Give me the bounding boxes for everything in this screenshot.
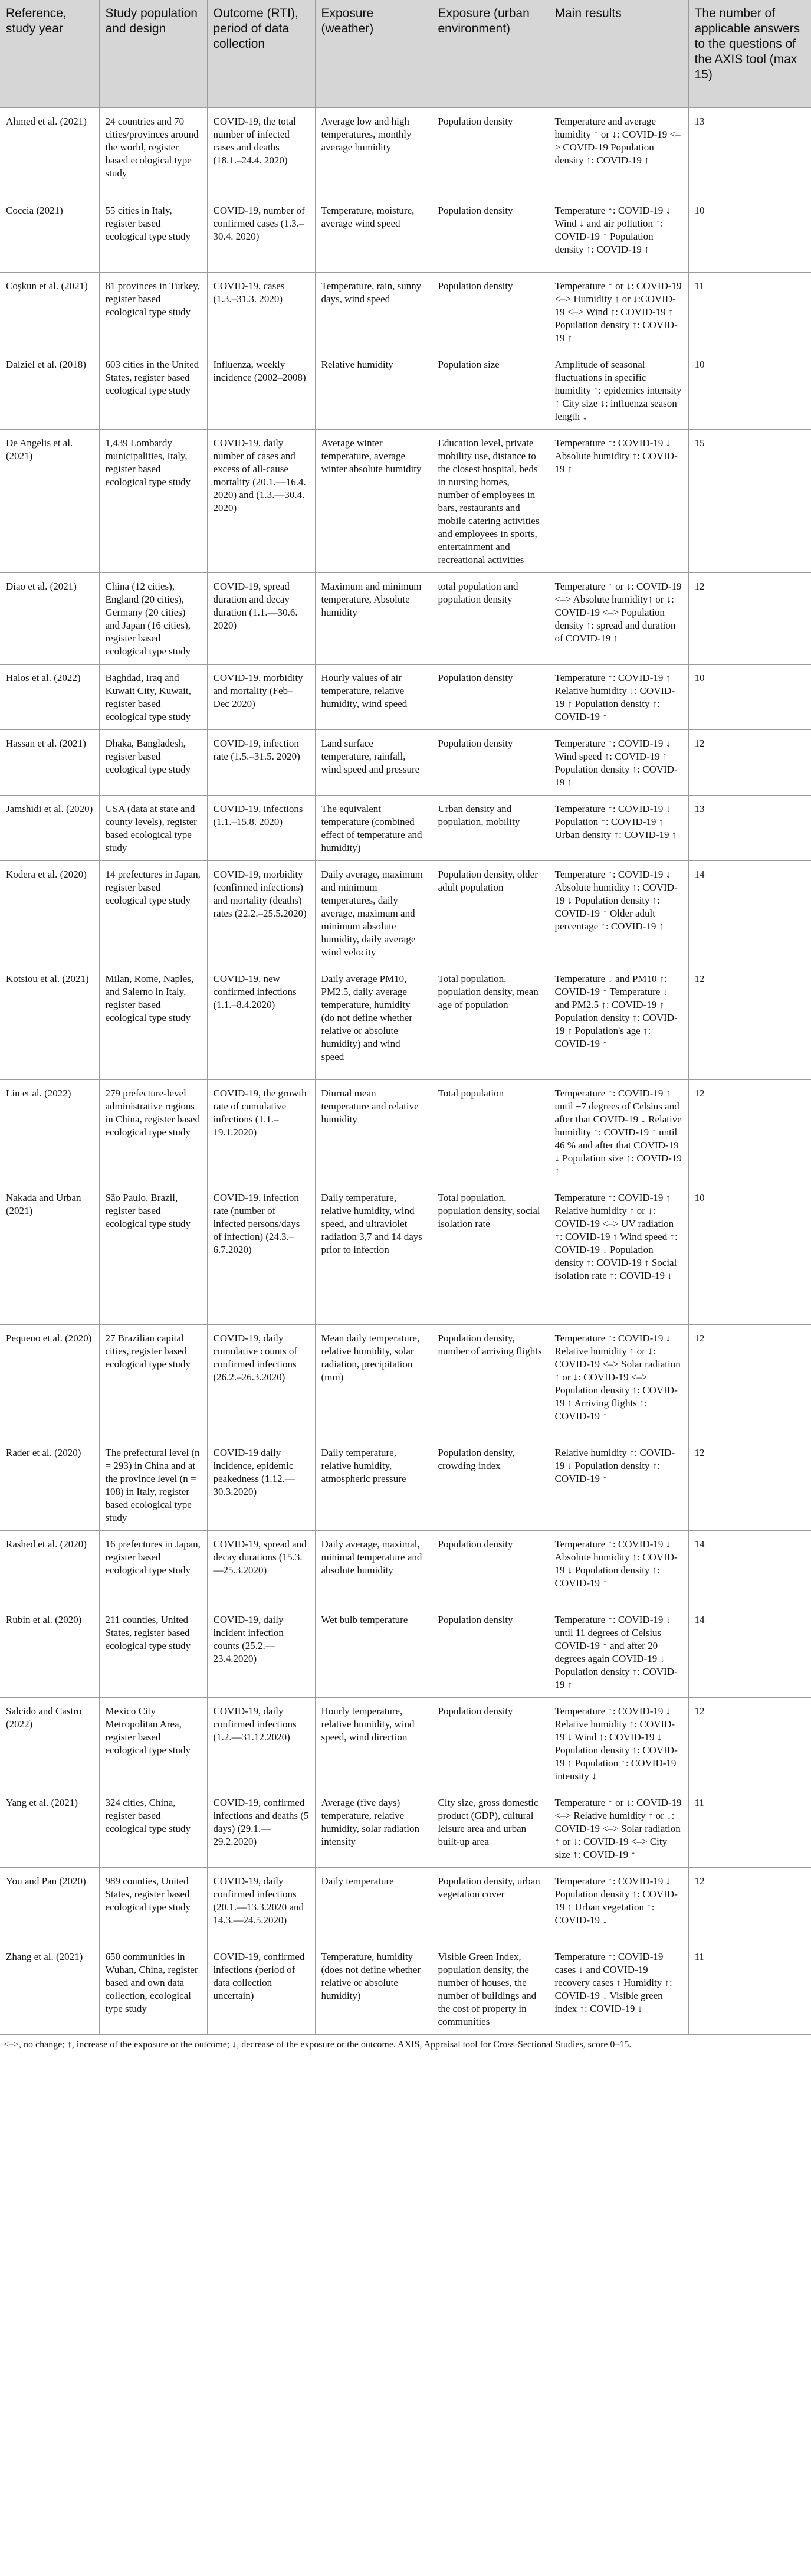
cell-outcome: COVID-19, morbidity and mortality (Feb–Dec 2020): [207, 665, 315, 730]
cell-urban: Population density: [432, 665, 549, 730]
table-row: [0, 1943, 811, 2035]
table-row: [0, 1080, 811, 1184]
table-header-row: [0, 0, 811, 108]
cell-population: The prefectural level (n = 293) in China and at the province level (n = 108) in Italy, register based ecological type study: [99, 1439, 207, 1531]
cell-reference: Coccia (2021): [0, 197, 99, 273]
cell-results: Temperature ↑: COVID-19 ↓ Population ↑: COVID-19 ↑ Urban density ↑: COVID-19 ↑: [549, 796, 688, 861]
cell-weather: Daily temperature: [315, 1868, 432, 1943]
cell-results: Temperature ↑: COVID-19 ↑ until −7 degrees of Celsius and after that COVID-19 ↓ Relative humidity ↑: COVID-19 ↑ until 46 % and after that COVID-19 ↓ Population size ↑: COVID-19 ↑: [549, 1080, 688, 1184]
cell-urban: City size, gross domestic product (GDP), cultural leisure area and urban built-up area: [432, 1789, 549, 1868]
cell-reference: Rashed et al. (2020): [0, 1531, 99, 1606]
table-row: [0, 796, 811, 861]
cell-population: 14 prefectures in Japan, register based ecological type study: [99, 861, 207, 965]
table-row: [0, 730, 811, 796]
table-row: [0, 351, 811, 430]
cell-results: Temperature ↑: COVID-19 ↓ Relative humidity ↑ or ↓: COVID-19 <–> Solar radiation ↑ or ↓: COVID-19 <–> Population density ↑: COVID-19 ↑ Arriving flights ↑: COVID-19 ↑: [549, 1325, 688, 1439]
cell-results: Temperature ↑: COVID-19 ↓ Absolute humidity ↑: COVID-19 ↓ Population density ↑: COVID-19 ↑: [549, 1531, 688, 1606]
cell-weather: Daily average, maximal, minimal temperature and absolute humidity: [315, 1531, 432, 1606]
cell-urban: Total population, population density, social isolation rate: [432, 1184, 549, 1325]
cell-results: Temperature ↑: COVID-19 ↓ Relative humidity ↑: COVID-19 ↓ Wind ↑: COVID-19 ↓ Population density ↑: COVID-19 ↑ Population ↑: COVID-19 intensity ↓: [549, 1698, 688, 1789]
table-row: [0, 861, 811, 965]
cell-weather: Hourly temperature, relative humidity, wind speed, wind direction: [315, 1698, 432, 1789]
cell-outcome: COVID-19, the growth rate of cumulative infections (1.1.–19.1.2020): [207, 1080, 315, 1184]
cell-reference: Kotsiou et al. (2021): [0, 965, 99, 1080]
cell-results: Temperature ↑: COVID-19 cases ↓ and COVID-19 recovery cases ↑ Humidity ↑: COVID-19 ↓ Visible green index ↑: COVID-19 ↓: [549, 1943, 688, 2035]
cell-reference: Jamshidi et al. (2020): [0, 796, 99, 861]
cell-outcome: COVID-19, daily confirmed infections (20.1.—13.3.2020 and 14.3.—24.5.2020): [207, 1868, 315, 1943]
table-row: [0, 1868, 811, 1943]
cell-weather: Temperature, rain, sunny days, wind speed: [315, 273, 432, 351]
cell-outcome: COVID-19, spread and decay durations (15.3.—25.3.2020): [207, 1531, 315, 1606]
cell-weather: Average (five days) temperature, relative humidity, solar radiation intensity: [315, 1789, 432, 1868]
cell-reference: Zhang et al. (2021): [0, 1943, 99, 2035]
cell-weather: Average low and high temperatures, monthly average humidity: [315, 108, 432, 197]
table-row: [0, 1606, 811, 1698]
cell-outcome: COVID-19 daily incidence, epidemic peakedness (1.12.—30.3.2020): [207, 1439, 315, 1531]
cell-weather: Relative humidity: [315, 351, 432, 430]
cell-weather: Daily temperature, relative humidity, wind speed, and ultraviolet radiation 3,7 and 14 days prior to infection: [315, 1184, 432, 1325]
cell-reference: You and Pan (2020): [0, 1868, 99, 1943]
table-row: [0, 665, 811, 730]
cell-reference: Yang et al. (2021): [0, 1789, 99, 1868]
table-row: [0, 1184, 811, 1325]
cell-reference: Hassan et al. (2021): [0, 730, 99, 796]
cell-weather: Temperature, humidity (does not define whether relative or absolute humidity): [315, 1943, 432, 2035]
cell-urban: Population density: [432, 1531, 549, 1606]
cell-population: 211 counties, United States, register based ecological type study: [99, 1606, 207, 1698]
table-row: [0, 273, 811, 351]
cell-urban: Population density: [432, 730, 549, 796]
cell-population: São Paulo, Brazil, register based ecological type study: [99, 1184, 207, 1325]
cell-urban: Population density: [432, 108, 549, 197]
cell-outcome: Influenza, weekly incidence (2002–2008): [207, 351, 315, 430]
cell-weather: Land surface temperature, rainfall, wind speed and pressure: [315, 730, 432, 796]
cell-urban: Population density, number of arriving flights: [432, 1325, 549, 1439]
cell-urban: Population density: [432, 273, 549, 351]
table-row: [0, 1439, 811, 1531]
cell-axis-score: 11: [688, 273, 811, 351]
cell-weather: Daily temperature, relative humidity, atmospheric pressure: [315, 1439, 432, 1531]
cell-reference: Ahmed et al. (2021): [0, 108, 99, 197]
cell-urban: total population and population density: [432, 573, 549, 665]
cell-axis-score: 12: [688, 1439, 811, 1531]
cell-outcome: COVID-19, infection rate (number of infected persons/days of infection) (24.3.–6.7.2020): [207, 1184, 315, 1325]
cell-weather: Temperature, moisture, average wind speed: [315, 197, 432, 273]
cell-axis-score: 10: [688, 351, 811, 430]
cell-urban: Population density: [432, 1698, 549, 1789]
header-weather: Exposure (weather): [315, 0, 432, 108]
cell-axis-score: 12: [688, 1325, 811, 1439]
cell-population: 324 cities, China, register based ecological type study: [99, 1789, 207, 1868]
cell-results: Temperature ↑: COVID-19 ↓ until 11 degrees of Celsius COVID-19 ↑ and after 20 degrees again COVID-19 ↓ Population density ↑: COVID-19 ↑: [549, 1606, 688, 1698]
cell-results: Temperature ↑: COVID-19 ↑ Relative humidity ↓: COVID-19 ↑ Population density ↑: COVID-19 ↑: [549, 665, 688, 730]
header-reference: Reference, study year: [0, 0, 99, 108]
header-axis: The number of applicable answers to the questions of the AXIS tool (max 15): [688, 0, 811, 108]
cell-population: 650 communities in Wuhan, China, register based and own data collection, ecological type study: [99, 1943, 207, 2035]
header-urban: Exposure (urban environment): [432, 0, 549, 108]
cell-axis-score: 10: [688, 1184, 811, 1325]
cell-axis-score: 15: [688, 430, 811, 573]
cell-population: 81 provinces in Turkey, register based ecological type study: [99, 273, 207, 351]
cell-axis-score: 12: [688, 730, 811, 796]
cell-weather: The equivalent temperature (combined effect of temperature and humidity): [315, 796, 432, 861]
header-outcome: Outcome (RTI), period of data collection: [207, 0, 315, 108]
cell-urban: Total population, population density, mean age of population: [432, 965, 549, 1080]
cell-weather: Daily average, maximum and minimum temperatures, daily average, maximum and minimum absolute humidity, daily average wind velocity: [315, 861, 432, 965]
cell-outcome: COVID-19, morbidity (confirmed infections) and mortality (deaths) rates (22.2.–25.5.2020): [207, 861, 315, 965]
cell-axis-score: 12: [688, 573, 811, 665]
header-results: Main results: [549, 0, 688, 108]
cell-axis-score: 13: [688, 796, 811, 861]
cell-weather: Maximum and minimum temperature, Absolute humidity: [315, 573, 432, 665]
cell-urban: Population density, crowding index: [432, 1439, 549, 1531]
cell-results: Temperature ↑ or ↓: COVID-19 <–> Relative humidity ↑ or ↓: COVID-19 <–> Solar radiation ↑ or ↓: COVID-19 <–> City size ↑: COVID-19 ↑: [549, 1789, 688, 1868]
cell-axis-score: 11: [688, 1943, 811, 2035]
cell-population: 27 Brazilian capital cities, register based ecological type study: [99, 1325, 207, 1439]
cell-weather: Hourly values of air temperature, relative humidity, wind speed: [315, 665, 432, 730]
cell-reference: Kodera et al. (2020): [0, 861, 99, 965]
table-row: [0, 1789, 811, 1868]
cell-reference: Dalziel et al. (2018): [0, 351, 99, 430]
cell-urban: Population density, urban vegetation cover: [432, 1868, 549, 1943]
cell-population: Mexico City Metropolitan Area, register based ecological type study: [99, 1698, 207, 1789]
cell-population: USA (data at state and county levels), register based ecological type study: [99, 796, 207, 861]
cell-outcome: COVID-19, confirmed infections (period of data collection uncertain): [207, 1943, 315, 2035]
cell-outcome: COVID-19, daily cumulative counts of confirmed infections (26.2.–26.3.2020): [207, 1325, 315, 1439]
cell-outcome: COVID-19, the total number of infected cases and deaths (18.1.–24.4. 2020): [207, 108, 315, 197]
cell-results: Temperature ↑ or ↓: COVID-19 <–> Humidity ↑ or ↓:COVID-19 <–> Wind ↑: COVID-19 ↑ Population density ↑: COVID-19 ↑: [549, 273, 688, 351]
cell-outcome: COVID-19, daily confirmed infections (1.2.—31.12.2020): [207, 1698, 315, 1789]
cell-population: China (12 cities), England (20 cities), Germany (20 cities) and Japan (16 cities), register based ecological type study: [99, 573, 207, 665]
cell-results: Temperature ↑ or ↓: COVID-19 <–> Absolute humidity↑ or ↓: COVID-19 <–> Population density ↑: spread and duration of COVID-19 ↑: [549, 573, 688, 665]
cell-weather: Average winter temperature, average winter absolute humidity: [315, 430, 432, 573]
cell-outcome: COVID-19, cases (1.3.–31.3. 2020): [207, 273, 315, 351]
cell-outcome: COVID-19, infections (1.1.–15.8. 2020): [207, 796, 315, 861]
cell-axis-score: 10: [688, 197, 811, 273]
cell-axis-score: 12: [688, 1698, 811, 1789]
cell-results: Temperature ↑: COVID-19 ↓ Absolute humidity ↑: COVID-19 ↓ Population density ↑: COVID-19 ↑ Older adult percentage ↑: COVID-19 ↑: [549, 861, 688, 965]
cell-axis-score: 14: [688, 861, 811, 965]
cell-results: Temperature and average humidity ↑ or ↓: COVID-19 <–> COVID-19 Population density ↑: COVID-19 ↑: [549, 108, 688, 197]
cell-results: Temperature ↓ and PM10 ↑: COVID-19 ↑ Temperature ↓ and PM2.5 ↑: COVID-19 ↑ Population density ↑: COVID-19 ↑ Population's age ↑: COVID-19 ↑: [549, 965, 688, 1080]
cell-urban: Total population: [432, 1080, 549, 1184]
cell-population: Milan, Rome, Naples, and Salerno in Italy, register based ecological type study: [99, 965, 207, 1080]
cell-reference: Rubin et al. (2020): [0, 1606, 99, 1698]
cell-results: Relative humidity ↑: COVID-19 ↓ Population density ↑: COVID-19 ↑: [549, 1439, 688, 1531]
cell-reference: De Angelis et al. (2021): [0, 430, 99, 573]
cell-outcome: COVID-19, confirmed infections and deaths (5 days) (29.1.—29.2.2020): [207, 1789, 315, 1868]
cell-axis-score: 12: [688, 965, 811, 1080]
table-row: [0, 430, 811, 573]
cell-outcome: COVID-19, new confirmed infections (1.1.–8.4.2020): [207, 965, 315, 1080]
cell-results: Temperature ↑: COVID-19 ↑ Relative humidity ↑ or ↓: COVID-19 <–> UV radiation ↑: COVID-19 ↑ Wind speed ↑: COVID-19 ↓ Population density ↑: COVID-19 ↑ Social isolation rate ↑: COVID-19 ↓: [549, 1184, 688, 1325]
cell-results: Amplitude of seasonal fluctuations in specific humidity ↑: epidemics intensity ↑ City size ↓: influenza season length ↓: [549, 351, 688, 430]
table-row: [0, 108, 811, 197]
table-row: [0, 1531, 811, 1606]
cell-axis-score: 10: [688, 665, 811, 730]
cell-reference: Coşkun et al. (2021): [0, 273, 99, 351]
table-row: [0, 197, 811, 273]
cell-population: 989 counties, United States, register based ecological type study: [99, 1868, 207, 1943]
cell-urban: Population size: [432, 351, 549, 430]
cell-weather: Daily average PM10, PM2.5, daily average temperature, humidity (do not define whether relative or absolute humidity) and wind speed: [315, 965, 432, 1080]
cell-weather: Wet bulb temperature: [315, 1606, 432, 1698]
cell-reference: Pequeno et al. (2020): [0, 1325, 99, 1439]
cell-outcome: COVID-19, spread duration and decay duration (1.1.—30.6. 2020): [207, 573, 315, 665]
cell-population: Dhaka, Bangladesh, register based ecological type study: [99, 730, 207, 796]
cell-axis-score: 13: [688, 108, 811, 197]
cell-urban: Visible Green Index, population density, the number of houses, the number of buildings and the cost of property in communities: [432, 1943, 549, 2035]
cell-population: 16 prefectures in Japan, register based ecological type study: [99, 1531, 207, 1606]
table-row: [0, 965, 811, 1080]
cell-axis-score: 14: [688, 1606, 811, 1698]
cell-population: Baghdad, Iraq and Kuwait City, Kuwait, register based ecological type study: [99, 665, 207, 730]
cell-weather: Mean daily temperature, relative humidity, solar radiation, precipitation (mm): [315, 1325, 432, 1439]
table-row: [0, 573, 811, 665]
cell-axis-score: 12: [688, 1080, 811, 1184]
cell-urban: Population density, older adult population: [432, 861, 549, 965]
cell-reference: Halos et al. (2022): [0, 665, 99, 730]
table-row: [0, 1325, 811, 1439]
header-population: Study population and design: [99, 0, 207, 108]
cell-urban: Population density: [432, 1606, 549, 1698]
cell-urban: Urban density and population, mobility: [432, 796, 549, 861]
cell-weather: Diurnal mean temperature and relative humidity: [315, 1080, 432, 1184]
cell-population: 603 cities in the United States, register based ecological type study: [99, 351, 207, 430]
cell-axis-score: 11: [688, 1789, 811, 1868]
cell-outcome: COVID-19, infection rate (1.5.–31.5. 2020): [207, 730, 315, 796]
table-footnote: <–>, no change; ↑, increase of the exposure or the outcome; ↓, decrease of the exposure or the outcome. AXIS, Appraisal tool for Cross-Sectional Studies, score 0–15.: [4, 2040, 632, 2050]
cell-population: 279 prefecture-level administrative regions in China, register based ecological type study: [99, 1080, 207, 1184]
cell-outcome: COVID-19, daily number of cases and excess of all-cause mortality (20.1.—16.4. 2020) and (1.3.—30.4. 2020): [207, 430, 315, 573]
cell-urban: Education level, private mobility use, distance to the closest hospital, beds in nursing homes, number of employees in bars, restaurants and mobile catering activities and employees in sports, entertainment and recreational activities: [432, 430, 549, 573]
cell-outcome: COVID-19, number of confirmed cases (1.3.–30.4. 2020): [207, 197, 315, 273]
cell-outcome: COVID-19, daily incident infection counts (25.2.—23.4.2020): [207, 1606, 315, 1698]
cell-urban: Population density: [432, 197, 549, 273]
cell-population: 24 countries and 70 cities/provinces around the world, register based ecological type study: [99, 108, 207, 197]
cell-reference: Rader et al. (2020): [0, 1439, 99, 1531]
cell-population: 55 cities in Italy, register based ecological type study: [99, 197, 207, 273]
cell-reference: Diao et al. (2021): [0, 573, 99, 665]
cell-population: 1,439 Lombardy municipalities, Italy, register based ecological type study: [99, 430, 207, 573]
cell-axis-score: 14: [688, 1531, 811, 1606]
cell-axis-score: 12: [688, 1868, 811, 1943]
cell-reference: Nakada and Urban (2021): [0, 1184, 99, 1325]
cell-results: Temperature ↑: COVID-19 ↓ Wind ↓ and air pollution ↑: COVID-19 ↑ Population density ↑: COVID-19 ↑: [549, 197, 688, 273]
cell-results: Temperature ↑: COVID-19 ↓ Absolute humidity ↑: COVID-19 ↑: [549, 430, 688, 573]
cell-reference: Salcido and Castro (2022): [0, 1698, 99, 1789]
cell-results: Temperature ↑: COVID-19 ↓ Wind speed ↑: COVID-19 ↑ Population density ↑: COVID-19 ↑: [549, 730, 688, 796]
cell-results: Temperature ↑: COVID-19 ↓ Population density ↑: COVID-19 ↑ Urban vegetation ↑: COVID-19 ↓: [549, 1868, 688, 1943]
cell-reference: Lin et al. (2022): [0, 1080, 99, 1184]
table-row: [0, 1698, 811, 1789]
